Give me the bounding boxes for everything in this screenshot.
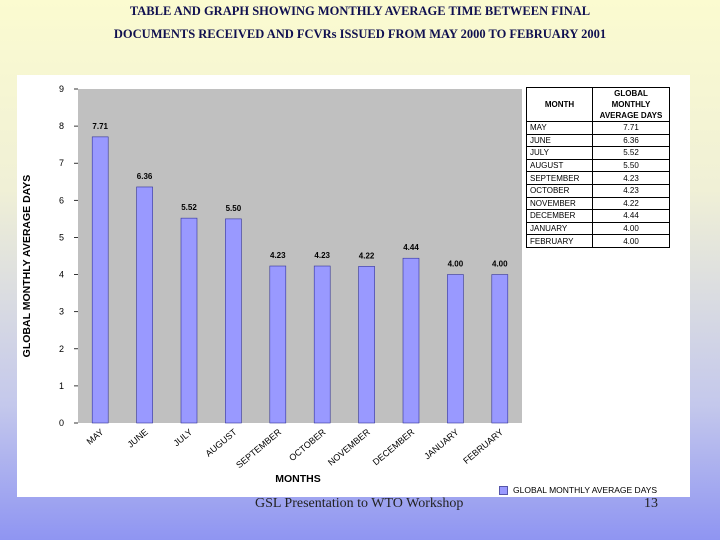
table-cell-days: 4.44 (593, 210, 670, 223)
bar-july (181, 218, 197, 423)
table-row (527, 134, 670, 147)
table-row (527, 184, 670, 197)
legend-label: GLOBAL MONTHLY AVERAGE DAYS (513, 485, 658, 495)
bar-october (314, 266, 330, 423)
table-row (527, 172, 670, 185)
legend-swatch (499, 486, 508, 495)
table-cell-days: 4.23 (593, 172, 670, 185)
bar-may (92, 137, 108, 423)
value-label: 4.23 (314, 251, 330, 261)
y-tick-label: 0 (58, 418, 64, 428)
value-label: 4.44 (403, 243, 419, 253)
y-tick-label: 4 (58, 269, 64, 280)
table-row (527, 197, 670, 210)
footer-text: GSL Presentation to WTO Workshop (255, 496, 464, 511)
y-tick-label: 5 (58, 232, 64, 243)
chart-panel (17, 75, 690, 497)
table-cell-days: 5.50 (593, 159, 670, 172)
bar-november (359, 266, 375, 423)
table-cell-days: 4.22 (593, 197, 670, 210)
slide-title-line-2: DOCUMENTS RECEIVED AND FCVRs ISSUED FROM MAY 2000 TO FEBRUARY 2001 (113, 27, 607, 41)
category-label: JUNE (125, 426, 150, 450)
value-label: 4.00 (492, 259, 508, 269)
table-row (527, 159, 670, 172)
y-tick-label: 2 (58, 343, 64, 354)
category-label: NOVEMBER (325, 426, 372, 468)
table-cell-month: NOVEMBER (527, 197, 593, 210)
table-cell-days: 7.71 (593, 122, 670, 135)
bar-january (447, 275, 463, 423)
data-table (526, 87, 670, 248)
table-cell-month: DECEMBER (527, 210, 593, 223)
category-label: MAY (84, 426, 106, 447)
value-label: 7.71 (92, 121, 108, 131)
y-tick-label: 7 (58, 158, 64, 169)
category-label: JULY (171, 426, 195, 449)
y-tick-label: 8 (58, 121, 64, 132)
x-axis-title: MONTHS (275, 473, 321, 485)
value-label: 5.52 (181, 203, 197, 213)
table-cell-days: 4.00 (593, 235, 670, 248)
table-header-month: MONTH (527, 88, 593, 122)
bar-august (225, 219, 241, 423)
y-tick-label: 9 (58, 84, 64, 94)
table-cell-month: JANUARY (527, 222, 593, 235)
table-header-days: GLOBAL MONTHLY AVERAGE DAYS (593, 88, 670, 122)
y-axis-title: GLOBAL MONTHLY AVERAGE DAYS (21, 174, 33, 358)
value-label: 5.50 (225, 203, 242, 213)
value-label: 6.36 (136, 171, 153, 181)
table-cell-month: AUGUST (527, 159, 593, 172)
category-label: OCTOBER (287, 426, 328, 464)
bar-february (492, 275, 508, 423)
table-cell-month: MAY (527, 122, 593, 135)
y-axis-ticks (59, 84, 78, 428)
category-labels (85, 427, 505, 471)
table-body (527, 122, 670, 248)
category-label: DECEMBER (370, 426, 417, 468)
table-cell-month: FEBRUARY (527, 235, 593, 248)
value-label: 4.23 (270, 251, 286, 261)
category-label: AUGUST (203, 426, 239, 459)
table-row (527, 222, 670, 235)
bar-december (403, 258, 419, 423)
value-label: 4.22 (358, 251, 375, 261)
table-cell-days: 4.00 (593, 222, 670, 235)
category-label: JANUARY (422, 426, 461, 462)
category-label: FEBRUARY (461, 426, 506, 466)
y-tick-label: 1 (58, 380, 64, 391)
table-row (527, 122, 670, 135)
page-number: 13 (644, 496, 658, 511)
table-cell-days: 6.36 (593, 134, 670, 147)
y-tick-label: 6 (58, 195, 64, 206)
table-cell-month: JULY (527, 147, 593, 160)
table-header-row (527, 88, 670, 122)
table-cell-month: SEPTEMBER (527, 172, 593, 185)
table-row (527, 147, 670, 160)
table-cell-month: JUNE (527, 134, 593, 147)
table-cell-days: 5.52 (593, 147, 670, 160)
value-label: 4.00 (447, 259, 464, 269)
category-label: SEPTEMBER (234, 426, 284, 471)
bar-june (137, 187, 153, 423)
slide-title-line-1: TABLE AND GRAPH SHOWING MONTHLY AVERAGE TIME BETWEEN FINAL (129, 4, 591, 18)
legend (499, 485, 657, 495)
table-cell-days: 4.23 (593, 184, 670, 197)
table-row (527, 235, 670, 248)
bar-september (270, 266, 286, 423)
table-cell-month: OCTOBER (527, 184, 593, 197)
y-tick-label: 3 (58, 306, 64, 317)
table-row (527, 210, 670, 223)
